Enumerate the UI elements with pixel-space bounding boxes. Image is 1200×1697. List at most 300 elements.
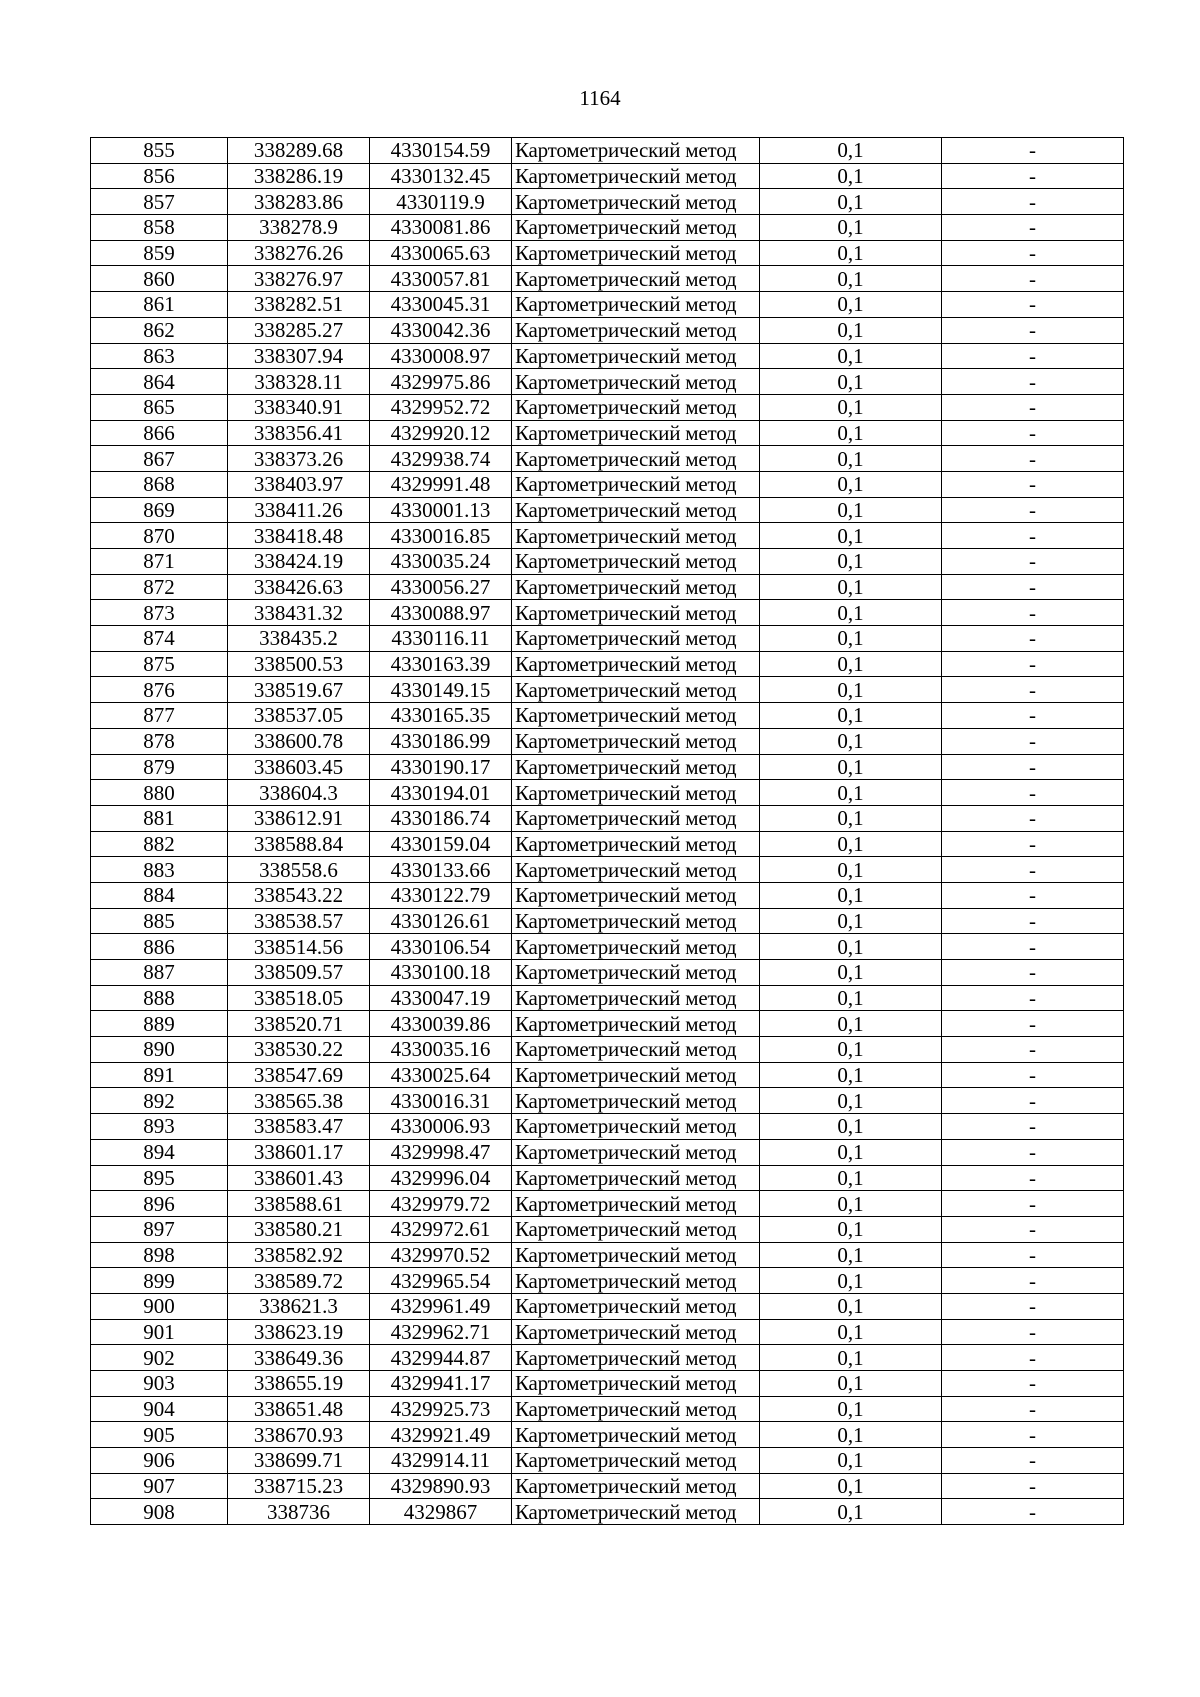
method-cell: Картометрический метод	[512, 497, 760, 523]
table-row	[91, 163, 1124, 189]
table-row	[91, 317, 1124, 343]
point-number-cell: 880	[91, 780, 228, 806]
method-cell: Картометрический метод	[512, 754, 760, 780]
note-cell: -	[942, 1499, 1124, 1525]
y-coordinate-cell: 4329952.72	[370, 394, 512, 420]
y-coordinate-cell: 4329867	[370, 1499, 512, 1525]
point-number-cell: 897	[91, 1216, 228, 1242]
x-coordinate-cell: 338699.71	[228, 1448, 370, 1474]
table-row	[91, 1371, 1124, 1397]
y-coordinate-cell: 4329925.73	[370, 1396, 512, 1422]
x-coordinate-cell: 338373.26	[228, 446, 370, 472]
method-cell: Картометрический метод	[512, 857, 760, 883]
note-cell: -	[942, 1345, 1124, 1371]
accuracy-cell: 0,1	[760, 1037, 942, 1063]
method-cell: Картометрический метод	[512, 934, 760, 960]
method-cell: Картометрический метод	[512, 574, 760, 600]
accuracy-cell: 0,1	[760, 1011, 942, 1037]
x-coordinate-cell: 338500.53	[228, 651, 370, 677]
y-coordinate-cell: 4330035.16	[370, 1037, 512, 1063]
note-cell: -	[942, 369, 1124, 395]
point-number-cell: 856	[91, 163, 228, 189]
y-coordinate-cell: 4330035.24	[370, 549, 512, 575]
x-coordinate-cell: 338547.69	[228, 1062, 370, 1088]
note-cell: -	[942, 780, 1124, 806]
note-cell: -	[942, 394, 1124, 420]
accuracy-cell: 0,1	[760, 1319, 942, 1345]
y-coordinate-cell: 4330081.86	[370, 215, 512, 241]
table-row	[91, 549, 1124, 575]
table-row	[91, 831, 1124, 857]
y-coordinate-cell: 4330186.99	[370, 728, 512, 754]
accuracy-cell: 0,1	[760, 831, 942, 857]
point-number-cell: 858	[91, 215, 228, 241]
note-cell: -	[942, 985, 1124, 1011]
accuracy-cell: 0,1	[760, 1216, 942, 1242]
x-coordinate-cell: 338601.43	[228, 1165, 370, 1191]
point-number-cell: 884	[91, 882, 228, 908]
x-coordinate-cell: 338276.97	[228, 266, 370, 292]
point-number-cell: 866	[91, 420, 228, 446]
point-number-cell: 869	[91, 497, 228, 523]
x-coordinate-cell: 338356.41	[228, 420, 370, 446]
table-row	[91, 574, 1124, 600]
table-row	[91, 1088, 1124, 1114]
method-cell: Картометрический метод	[512, 600, 760, 626]
x-coordinate-cell: 338509.57	[228, 960, 370, 986]
table-row	[91, 754, 1124, 780]
y-coordinate-cell: 4329961.49	[370, 1293, 512, 1319]
point-number-cell: 862	[91, 317, 228, 343]
point-number-cell: 870	[91, 523, 228, 549]
method-cell: Картометрический метод	[512, 549, 760, 575]
table-row	[91, 189, 1124, 215]
coordinates-table	[90, 137, 1124, 1525]
point-number-cell: 908	[91, 1499, 228, 1525]
accuracy-cell: 0,1	[760, 471, 942, 497]
coordinates-table-body	[91, 138, 1124, 1525]
table-row	[91, 394, 1124, 420]
x-coordinate-cell: 338307.94	[228, 343, 370, 369]
note-cell: -	[942, 240, 1124, 266]
y-coordinate-cell: 4330016.85	[370, 523, 512, 549]
point-number-cell: 878	[91, 728, 228, 754]
x-coordinate-cell: 338426.63	[228, 574, 370, 600]
table-row	[91, 651, 1124, 677]
y-coordinate-cell: 4329890.93	[370, 1473, 512, 1499]
point-number-cell: 874	[91, 626, 228, 652]
note-cell: -	[942, 831, 1124, 857]
x-coordinate-cell: 338283.86	[228, 189, 370, 215]
y-coordinate-cell: 4329920.12	[370, 420, 512, 446]
x-coordinate-cell: 338278.9	[228, 215, 370, 241]
y-coordinate-cell: 4330186.74	[370, 805, 512, 831]
method-cell: Картометрический метод	[512, 394, 760, 420]
accuracy-cell: 0,1	[760, 780, 942, 806]
point-number-cell: 902	[91, 1345, 228, 1371]
point-number-cell: 904	[91, 1396, 228, 1422]
accuracy-cell: 0,1	[760, 1345, 942, 1371]
accuracy-cell: 0,1	[760, 138, 942, 164]
accuracy-cell: 0,1	[760, 317, 942, 343]
point-number-cell: 871	[91, 549, 228, 575]
method-cell: Картометрический метод	[512, 1293, 760, 1319]
accuracy-cell: 0,1	[760, 677, 942, 703]
method-cell: Картометрический метод	[512, 960, 760, 986]
x-coordinate-cell: 338589.72	[228, 1268, 370, 1294]
table-row	[91, 420, 1124, 446]
table-row	[91, 1396, 1124, 1422]
y-coordinate-cell: 4330126.61	[370, 908, 512, 934]
note-cell: -	[942, 163, 1124, 189]
note-cell: -	[942, 138, 1124, 164]
table-row	[91, 1114, 1124, 1140]
note-cell: -	[942, 600, 1124, 626]
table-row	[91, 215, 1124, 241]
point-number-cell: 859	[91, 240, 228, 266]
accuracy-cell: 0,1	[760, 420, 942, 446]
note-cell: -	[942, 1088, 1124, 1114]
note-cell: -	[942, 343, 1124, 369]
y-coordinate-cell: 4330149.15	[370, 677, 512, 703]
method-cell: Картометрический метод	[512, 138, 760, 164]
x-coordinate-cell: 338424.19	[228, 549, 370, 575]
x-coordinate-cell: 338538.57	[228, 908, 370, 934]
method-cell: Картометрический метод	[512, 1062, 760, 1088]
point-number-cell: 895	[91, 1165, 228, 1191]
x-coordinate-cell: 338623.19	[228, 1319, 370, 1345]
x-coordinate-cell: 338403.97	[228, 471, 370, 497]
accuracy-cell: 0,1	[760, 292, 942, 318]
accuracy-cell: 0,1	[760, 1165, 942, 1191]
accuracy-cell: 0,1	[760, 703, 942, 729]
note-cell: -	[942, 677, 1124, 703]
y-coordinate-cell: 4329921.49	[370, 1422, 512, 1448]
accuracy-cell: 0,1	[760, 189, 942, 215]
accuracy-cell: 0,1	[760, 523, 942, 549]
method-cell: Картометрический метод	[512, 1191, 760, 1217]
y-coordinate-cell: 4330119.9	[370, 189, 512, 215]
accuracy-cell: 0,1	[760, 1139, 942, 1165]
table-row	[91, 1473, 1124, 1499]
x-coordinate-cell: 338282.51	[228, 292, 370, 318]
table-row	[91, 292, 1124, 318]
point-number-cell: 886	[91, 934, 228, 960]
point-number-cell: 887	[91, 960, 228, 986]
note-cell: -	[942, 651, 1124, 677]
x-coordinate-cell: 338603.45	[228, 754, 370, 780]
y-coordinate-cell: 4330042.36	[370, 317, 512, 343]
point-number-cell: 890	[91, 1037, 228, 1063]
x-coordinate-cell: 338649.36	[228, 1345, 370, 1371]
accuracy-cell: 0,1	[760, 1191, 942, 1217]
y-coordinate-cell: 4329972.61	[370, 1216, 512, 1242]
y-coordinate-cell: 4329965.54	[370, 1268, 512, 1294]
method-cell: Картометрический метод	[512, 1037, 760, 1063]
note-cell: -	[942, 497, 1124, 523]
method-cell: Картометрический метод	[512, 240, 760, 266]
method-cell: Картометрический метод	[512, 1345, 760, 1371]
y-coordinate-cell: 4330194.01	[370, 780, 512, 806]
method-cell: Картометрический метод	[512, 1165, 760, 1191]
accuracy-cell: 0,1	[760, 1473, 942, 1499]
method-cell: Картометрический метод	[512, 908, 760, 934]
table-row	[91, 343, 1124, 369]
note-cell: -	[942, 1473, 1124, 1499]
y-coordinate-cell: 4330154.59	[370, 138, 512, 164]
accuracy-cell: 0,1	[760, 497, 942, 523]
x-coordinate-cell: 338583.47	[228, 1114, 370, 1140]
table-row	[91, 1268, 1124, 1294]
accuracy-cell: 0,1	[760, 882, 942, 908]
accuracy-cell: 0,1	[760, 1088, 942, 1114]
note-cell: -	[942, 882, 1124, 908]
method-cell: Картометрический метод	[512, 882, 760, 908]
x-coordinate-cell: 338520.71	[228, 1011, 370, 1037]
method-cell: Картометрический метод	[512, 1396, 760, 1422]
x-coordinate-cell: 338514.56	[228, 934, 370, 960]
table-row	[91, 600, 1124, 626]
y-coordinate-cell: 4330088.97	[370, 600, 512, 626]
note-cell: -	[942, 908, 1124, 934]
table-row	[91, 1422, 1124, 1448]
point-number-cell: 901	[91, 1319, 228, 1345]
table-row	[91, 369, 1124, 395]
table-row	[91, 138, 1124, 164]
point-number-cell: 865	[91, 394, 228, 420]
y-coordinate-cell: 4330057.81	[370, 266, 512, 292]
method-cell: Картометрический метод	[512, 1011, 760, 1037]
y-coordinate-cell: 4330056.27	[370, 574, 512, 600]
x-coordinate-cell: 338519.67	[228, 677, 370, 703]
table-row	[91, 1293, 1124, 1319]
note-cell: -	[942, 215, 1124, 241]
y-coordinate-cell: 4329914.11	[370, 1448, 512, 1474]
x-coordinate-cell: 338289.68	[228, 138, 370, 164]
table-row	[91, 1191, 1124, 1217]
table-row	[91, 446, 1124, 472]
table-row	[91, 857, 1124, 883]
x-coordinate-cell: 338580.21	[228, 1216, 370, 1242]
accuracy-cell: 0,1	[760, 1268, 942, 1294]
note-cell: -	[942, 1191, 1124, 1217]
accuracy-cell: 0,1	[760, 163, 942, 189]
y-coordinate-cell: 4330122.79	[370, 882, 512, 908]
y-coordinate-cell: 4330006.93	[370, 1114, 512, 1140]
table-row	[91, 1165, 1124, 1191]
accuracy-cell: 0,1	[760, 1114, 942, 1140]
point-number-cell: 855	[91, 138, 228, 164]
table-row	[91, 1242, 1124, 1268]
table-row	[91, 908, 1124, 934]
accuracy-cell: 0,1	[760, 728, 942, 754]
y-coordinate-cell: 4329991.48	[370, 471, 512, 497]
x-coordinate-cell: 338328.11	[228, 369, 370, 395]
method-cell: Картометрический метод	[512, 189, 760, 215]
accuracy-cell: 0,1	[760, 1422, 942, 1448]
note-cell: -	[942, 1216, 1124, 1242]
x-coordinate-cell: 338715.23	[228, 1473, 370, 1499]
accuracy-cell: 0,1	[760, 574, 942, 600]
table-row	[91, 497, 1124, 523]
point-number-cell: 889	[91, 1011, 228, 1037]
y-coordinate-cell: 4330047.19	[370, 985, 512, 1011]
x-coordinate-cell: 338418.48	[228, 523, 370, 549]
note-cell: -	[942, 934, 1124, 960]
y-coordinate-cell: 4329938.74	[370, 446, 512, 472]
table-row	[91, 471, 1124, 497]
accuracy-cell: 0,1	[760, 651, 942, 677]
table-row	[91, 1139, 1124, 1165]
method-cell: Картометрический метод	[512, 805, 760, 831]
method-cell: Картометрический метод	[512, 651, 760, 677]
x-coordinate-cell: 338435.2	[228, 626, 370, 652]
x-coordinate-cell: 338612.91	[228, 805, 370, 831]
y-coordinate-cell: 4330045.31	[370, 292, 512, 318]
method-cell: Картометрический метод	[512, 446, 760, 472]
point-number-cell: 892	[91, 1088, 228, 1114]
y-coordinate-cell: 4330106.54	[370, 934, 512, 960]
table-row	[91, 934, 1124, 960]
accuracy-cell: 0,1	[760, 1062, 942, 1088]
note-cell: -	[942, 1371, 1124, 1397]
accuracy-cell: 0,1	[760, 266, 942, 292]
table-row	[91, 1499, 1124, 1525]
point-number-cell: 879	[91, 754, 228, 780]
method-cell: Картометрический метод	[512, 1473, 760, 1499]
accuracy-cell: 0,1	[760, 805, 942, 831]
x-coordinate-cell: 338621.3	[228, 1293, 370, 1319]
table-row	[91, 1345, 1124, 1371]
accuracy-cell: 0,1	[760, 369, 942, 395]
x-coordinate-cell: 338604.3	[228, 780, 370, 806]
note-cell: -	[942, 960, 1124, 986]
y-coordinate-cell: 4329979.72	[370, 1191, 512, 1217]
method-cell: Картометрический метод	[512, 985, 760, 1011]
table-row	[91, 626, 1124, 652]
table-row	[91, 728, 1124, 754]
table-row	[91, 1216, 1124, 1242]
method-cell: Картометрический метод	[512, 1371, 760, 1397]
accuracy-cell: 0,1	[760, 960, 942, 986]
method-cell: Картометрический метод	[512, 728, 760, 754]
note-cell: -	[942, 446, 1124, 472]
x-coordinate-cell: 338588.84	[228, 831, 370, 857]
method-cell: Картометрический метод	[512, 1114, 760, 1140]
y-coordinate-cell: 4329975.86	[370, 369, 512, 395]
method-cell: Картометрический метод	[512, 1139, 760, 1165]
x-coordinate-cell: 338537.05	[228, 703, 370, 729]
x-coordinate-cell: 338276.26	[228, 240, 370, 266]
note-cell: -	[942, 420, 1124, 446]
note-cell: -	[942, 574, 1124, 600]
note-cell: -	[942, 1037, 1124, 1063]
method-cell: Картометрический метод	[512, 626, 760, 652]
method-cell: Картометрический метод	[512, 703, 760, 729]
y-coordinate-cell: 4330163.39	[370, 651, 512, 677]
y-coordinate-cell: 4330025.64	[370, 1062, 512, 1088]
point-number-cell: 867	[91, 446, 228, 472]
y-coordinate-cell: 4330016.31	[370, 1088, 512, 1114]
note-cell: -	[942, 805, 1124, 831]
table-row	[91, 882, 1124, 908]
note-cell: -	[942, 292, 1124, 318]
method-cell: Картометрический метод	[512, 266, 760, 292]
x-coordinate-cell: 338600.78	[228, 728, 370, 754]
accuracy-cell: 0,1	[760, 446, 942, 472]
x-coordinate-cell: 338518.05	[228, 985, 370, 1011]
note-cell: -	[942, 189, 1124, 215]
point-number-cell: 900	[91, 1293, 228, 1319]
y-coordinate-cell: 4330065.63	[370, 240, 512, 266]
point-number-cell: 875	[91, 651, 228, 677]
table-row	[91, 960, 1124, 986]
y-coordinate-cell: 4330165.35	[370, 703, 512, 729]
y-coordinate-cell: 4330001.13	[370, 497, 512, 523]
x-coordinate-cell: 338286.19	[228, 163, 370, 189]
method-cell: Картометрический метод	[512, 523, 760, 549]
x-coordinate-cell: 338285.27	[228, 317, 370, 343]
accuracy-cell: 0,1	[760, 1396, 942, 1422]
x-coordinate-cell: 338530.22	[228, 1037, 370, 1063]
accuracy-cell: 0,1	[760, 626, 942, 652]
y-coordinate-cell: 4329962.71	[370, 1319, 512, 1345]
note-cell: -	[942, 1011, 1124, 1037]
note-cell: -	[942, 266, 1124, 292]
method-cell: Картометрический метод	[512, 1242, 760, 1268]
accuracy-cell: 0,1	[760, 343, 942, 369]
point-number-cell: 863	[91, 343, 228, 369]
point-number-cell: 894	[91, 1139, 228, 1165]
table-row	[91, 1319, 1124, 1345]
method-cell: Картометрический метод	[512, 317, 760, 343]
note-cell: -	[942, 626, 1124, 652]
point-number-cell: 872	[91, 574, 228, 600]
y-coordinate-cell: 4330132.45	[370, 163, 512, 189]
table-row	[91, 677, 1124, 703]
point-number-cell: 903	[91, 1371, 228, 1397]
point-number-cell: 861	[91, 292, 228, 318]
table-row	[91, 1448, 1124, 1474]
note-cell: -	[942, 317, 1124, 343]
accuracy-cell: 0,1	[760, 600, 942, 626]
method-cell: Картометрический метод	[512, 1216, 760, 1242]
y-coordinate-cell: 4330133.66	[370, 857, 512, 883]
point-number-cell: 868	[91, 471, 228, 497]
y-coordinate-cell: 4329998.47	[370, 1139, 512, 1165]
accuracy-cell: 0,1	[760, 215, 942, 241]
accuracy-cell: 0,1	[760, 1371, 942, 1397]
accuracy-cell: 0,1	[760, 549, 942, 575]
page-number: 1164	[579, 86, 621, 110]
note-cell: -	[942, 471, 1124, 497]
y-coordinate-cell: 4330116.11	[370, 626, 512, 652]
note-cell: -	[942, 728, 1124, 754]
x-coordinate-cell: 338601.17	[228, 1139, 370, 1165]
note-cell: -	[942, 549, 1124, 575]
point-number-cell: 882	[91, 831, 228, 857]
note-cell: -	[942, 1268, 1124, 1294]
point-number-cell: 899	[91, 1268, 228, 1294]
table-row	[91, 1011, 1124, 1037]
accuracy-cell: 0,1	[760, 1293, 942, 1319]
note-cell: -	[942, 1114, 1124, 1140]
point-number-cell: 883	[91, 857, 228, 883]
note-cell: -	[942, 1165, 1124, 1191]
note-cell: -	[942, 1062, 1124, 1088]
accuracy-cell: 0,1	[760, 240, 942, 266]
note-cell: -	[942, 1319, 1124, 1345]
